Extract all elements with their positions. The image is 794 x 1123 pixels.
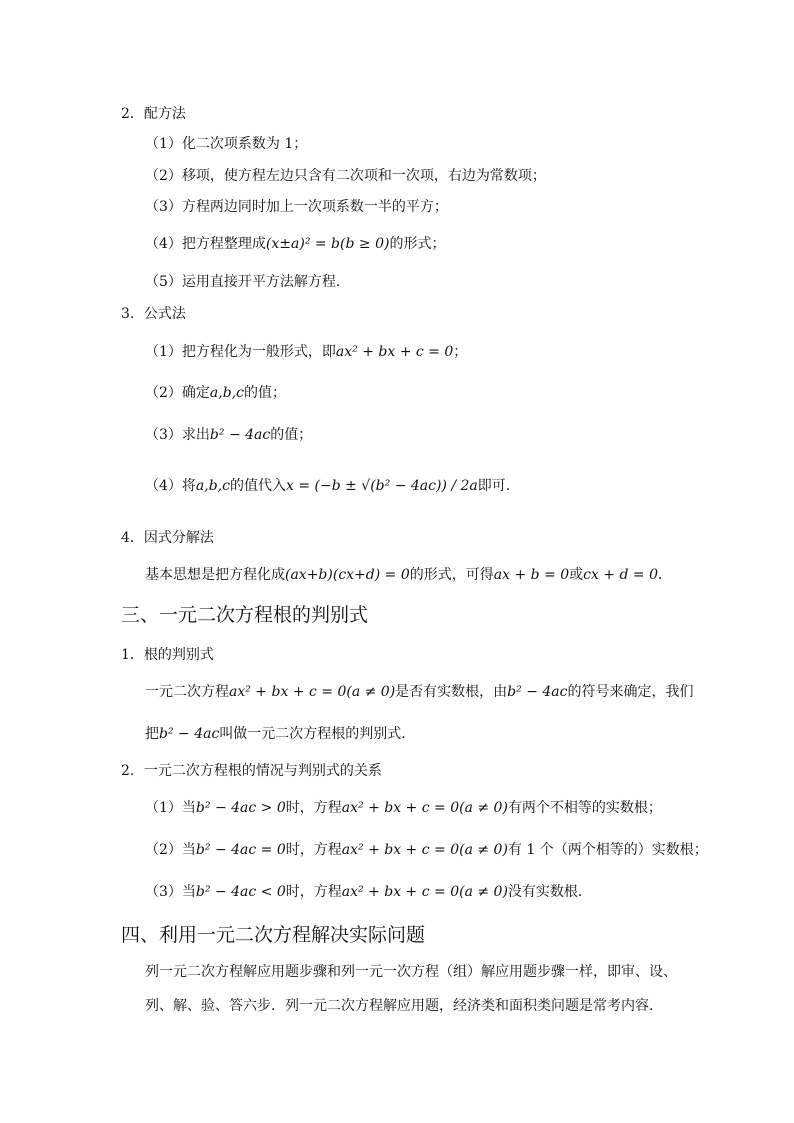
s4-text-mid: 的形式，可得	[409, 567, 494, 583]
case-1-mid: 时，方程	[285, 800, 342, 816]
s3-step-2-math: a,b,c	[209, 385, 244, 401]
discriminant-line-1	[145, 682, 693, 702]
application-line-2: 列、解、验、答六步．列一元二次方程解应用题，经济类和面积类问题是常考内容．	[145, 998, 663, 1014]
d1-l2-post: 叫做一元二次方程根的判别式．	[219, 726, 416, 742]
case-1	[145, 798, 662, 818]
case-2	[145, 840, 708, 860]
s2-step-1: （1）化二次项系数为 1；	[145, 136, 308, 152]
s4-text	[145, 565, 672, 585]
s3-step-1	[145, 342, 467, 362]
case-3-cond: b² − 4ac < 0	[195, 884, 286, 900]
case-1-cond: b² − 4ac > 0	[195, 800, 286, 816]
s3-step-1-post: ；	[453, 344, 468, 360]
d1-post: 的符号来确定，我们	[567, 684, 694, 700]
s3-step-3-post: 的值；	[270, 427, 313, 443]
s3-step-2-post: 的值；	[243, 385, 286, 401]
case-3	[145, 882, 592, 902]
case-2-post: 有 1 个（两个相等的）实数根；	[507, 842, 708, 858]
d1-pre: 一元二次方程	[145, 684, 229, 700]
s2-step-4-pre: （4）把方程整理成	[145, 236, 266, 252]
case-3-pre: （3）当	[145, 884, 196, 900]
case-2-pre: （2）当	[145, 842, 196, 858]
d1-math-2: b² − 4ac	[507, 684, 568, 700]
s2-step-2: （2）移项，使方程左边只含有二次项和一次项，右边为常数项；	[145, 168, 546, 184]
s2-step-4	[145, 234, 445, 254]
s2-step-4-math: (x±a)² = b(b ≥ 0)	[265, 236, 390, 252]
section-2-title: 2．配方法	[121, 106, 186, 122]
s2-step-4-post: 的形式；	[389, 236, 446, 252]
heading-applications: 四、利用一元二次方程解决实际问题	[121, 924, 426, 946]
s4-text-pre: 基本思想是把方程化成	[145, 567, 285, 583]
d1-mid: 是否有实数根，由	[395, 684, 508, 700]
d1-l2-pre: 把	[145, 726, 159, 742]
s3-step-2	[145, 383, 286, 403]
s3-step-4-post: 即可．	[477, 478, 520, 494]
s3-step-2-pre: （2）确定	[145, 385, 210, 401]
case-1-eq: ax² + bx + c = 0(a ≠ 0)	[341, 800, 508, 816]
case-1-pre: （1）当	[145, 800, 196, 816]
heading-discriminant: 三、一元二次方程根的判别式	[121, 604, 369, 626]
s3-step-3-pre: （3）求出	[145, 427, 210, 443]
s3-step-4	[145, 476, 520, 496]
s2-step-5: （5）运用直接开平方法解方程．	[145, 274, 350, 290]
s3-step-4-pre: （4）将	[145, 478, 196, 494]
discriminant-line-2	[145, 724, 415, 744]
case-2-mid: 时，方程	[285, 842, 342, 858]
s3-step-1-pre: （1）把方程化为一般形式，即	[145, 344, 336, 360]
quadratic-formula: x = (−b ± √(b² − 4ac)) / 2a	[285, 478, 478, 494]
section-3-title: 3．公式法	[121, 306, 186, 322]
case-3-eq: ax² + bx + c = 0(a ≠ 0)	[341, 884, 508, 900]
case-3-post: 没有实数根．	[507, 884, 592, 900]
application-line-1: 列一元二次方程解应用题步骤和列一元一次方程（组）解应用题步骤一样，即审、设、	[145, 964, 677, 980]
s3-step-1-math: ax² + bx + c = 0	[335, 344, 454, 360]
case-2-eq: ax² + bx + c = 0(a ≠ 0)	[341, 842, 508, 858]
relation-title: 2．一元二次方程根的情况与判别式的关系	[121, 763, 382, 779]
s3-step-3-math: b² − 4ac	[209, 427, 271, 443]
s3-step-4-math: a,b,c	[195, 478, 230, 494]
case-1-post: 有两个不相等的实数根；	[507, 800, 662, 816]
s3-step-4-mid: 的值代入	[229, 478, 286, 494]
s2-step-3: （3）方程两边同时加上一次项系数一半的平方；	[145, 199, 448, 215]
d1-math: ax² + bx + c = 0(a ≠ 0)	[229, 684, 396, 700]
s4-math-1: (ax+b)(cx+d) = 0	[285, 567, 410, 583]
s4-text-post: ．	[658, 567, 672, 583]
case-2-cond: b² − 4ac = 0	[195, 842, 286, 858]
section-4-title: 4．因式分解法	[121, 530, 214, 546]
case-3-mid: 时，方程	[285, 884, 342, 900]
discriminant-title: 1．根的判别式	[121, 647, 214, 663]
s4-math-2: ax + b = 0	[493, 567, 570, 583]
d1-l2-math: b² − 4ac	[159, 726, 220, 742]
s3-step-3	[145, 425, 312, 445]
s4-text-or: 或	[569, 567, 584, 583]
s4-math-3: cx + d = 0	[583, 567, 658, 583]
